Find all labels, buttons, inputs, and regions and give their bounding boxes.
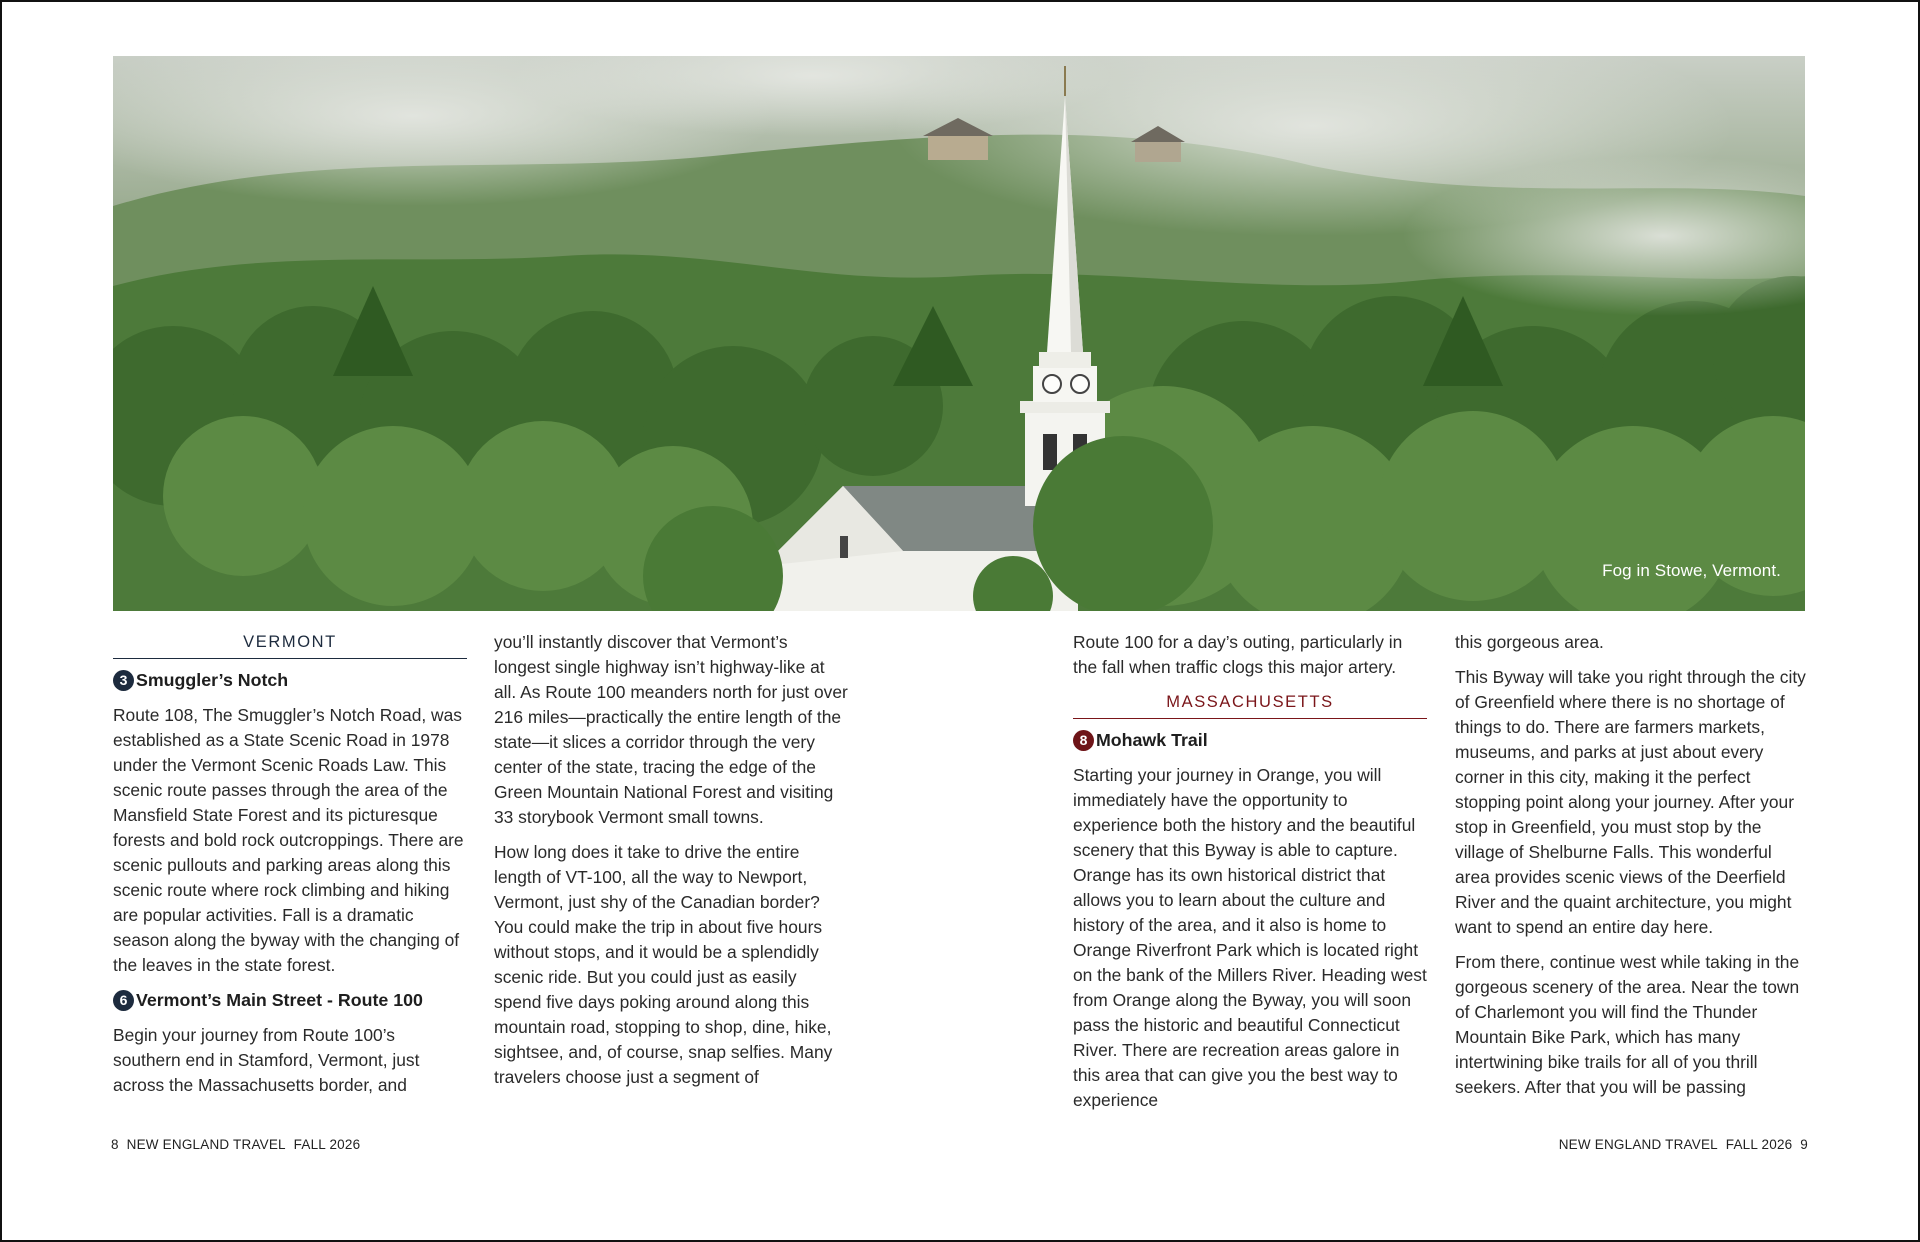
right-column-2 [1455, 630, 1809, 1110]
issue-label: FALL 2026 [293, 1137, 361, 1152]
body-paragraph: Starting your journey in Orange, you will immediately have the opportunity to experience both the history and the beautiful scenery that this Byway is able to capture. Orange has its own historical district that allows you to learn about the culture and history of the area, and it also is home to Orange Riverfront Park which is located right on the bank of the Millers River. Heading west from Orange along the Byway, you will soon pass the historic and beautiful Connecticut River. There are recreation areas galore in this area that can give you the best way to experience [1073, 765, 1427, 1110]
entry-title: Mohawk Trail [1096, 730, 1208, 750]
body-paragraph: Begin your journey from Route 100’s southern end in Stamford, Vermont, just across the Massachusetts border, and [113, 1025, 420, 1095]
route-number-badge: 8 [1073, 730, 1094, 751]
magazine-name: NEW ENGLAND TRAVEL [1558, 1137, 1718, 1152]
page-number: 9 [1800, 1137, 1808, 1152]
route-number-badge: 3 [113, 670, 134, 691]
issue-label: FALL 2026 [1725, 1137, 1793, 1152]
body-paragraph: this gorgeous area. [1455, 632, 1604, 652]
hero-photo [113, 56, 1805, 611]
section-header-vermont: VERMONT [113, 630, 467, 659]
right-column-1 [1073, 630, 1427, 1123]
left-column-2 [494, 630, 848, 1100]
body-paragraph: How long does it take to drive the entire length of VT-100, all the way to Newport, Vermont, just shy of the Canadian border? You could make the trip in about five hours without stops, and it would be a splendidly scenic ride. But you could just as easily spend five days poking around along this mountain road, stopping to shop, dine, hike, sightsee, and, of course, snap selfies. Many travelers choose just a segment of [494, 842, 833, 1087]
entry-heading-smugglers-notch [113, 668, 467, 693]
right-page-footer [1559, 1137, 1808, 1152]
body-paragraph: Route 108, The Smuggler’s Notch Road, was established as a State Scenic Road in 1978 under the Vermont Scenic Roads Law. This scenic route passes through the area of the Mansfield State Forest and its picturesque forests and bold rock outcroppings. There are scenic pullouts and parking areas along this scenic route where rock climbing and hiking are popular activities. Fall is a dramatic season along the byway with the changing of the leaves in the state forest. [113, 705, 464, 975]
left-column-1 [113, 630, 467, 1108]
entry-title: Vermont’s Main Street - Route 100 [136, 990, 423, 1010]
stowe-church-illustration [113, 56, 1805, 611]
body-paragraph: Route 100 for a day’s outing, particularly in the fall when traffic clogs this major artery. [1073, 632, 1403, 677]
photo-caption: Fog in Stowe, Vermont. [1602, 561, 1781, 580]
route-number-badge: 6 [113, 990, 134, 1011]
body-paragraph: you’ll instantly discover that Vermont’s longest single highway isn’t highway-like at all. As Route 100 meanders north for just over 216 miles—practically the entire length of the state—it slices a corridor through the very center of the state, tracing the edge of the Green Mountain National Forest and visiting 33 storybook Vermont small towns. [494, 632, 848, 827]
magazine-name: NEW ENGLAND TRAVEL [126, 1137, 286, 1152]
section-header-massachusetts: MASSACHUSETTS [1073, 690, 1427, 719]
body-paragraph: From there, continue west while taking in the gorgeous scenery of the area. Near the town of Charlemont you will find the Thunder Mountain Bike Park, which has many intertwining bike trails for all of you thrill seekers. After that you will be passing [1455, 952, 1800, 1097]
entry-heading-route-100 [113, 988, 467, 1013]
left-page-footer [111, 1137, 360, 1152]
entry-heading-mohawk-trail [1073, 728, 1427, 753]
body-paragraph: This Byway will take you right through the city of Greenfield where there is no shortage of things to do. There are farmers markets, museums, and parks at just about every corner in this city, making it the perfect stopping point along your journey. After your stop in Greenfield, you must stop by the village of Shelburne Falls. This wonderful area provides scenic views of the Deerfield River and the quaint architecture, you might want to spend an entire day here. [1455, 667, 1806, 937]
entry-title: Smuggler’s Notch [136, 670, 289, 690]
page-number: 8 [111, 1137, 119, 1152]
